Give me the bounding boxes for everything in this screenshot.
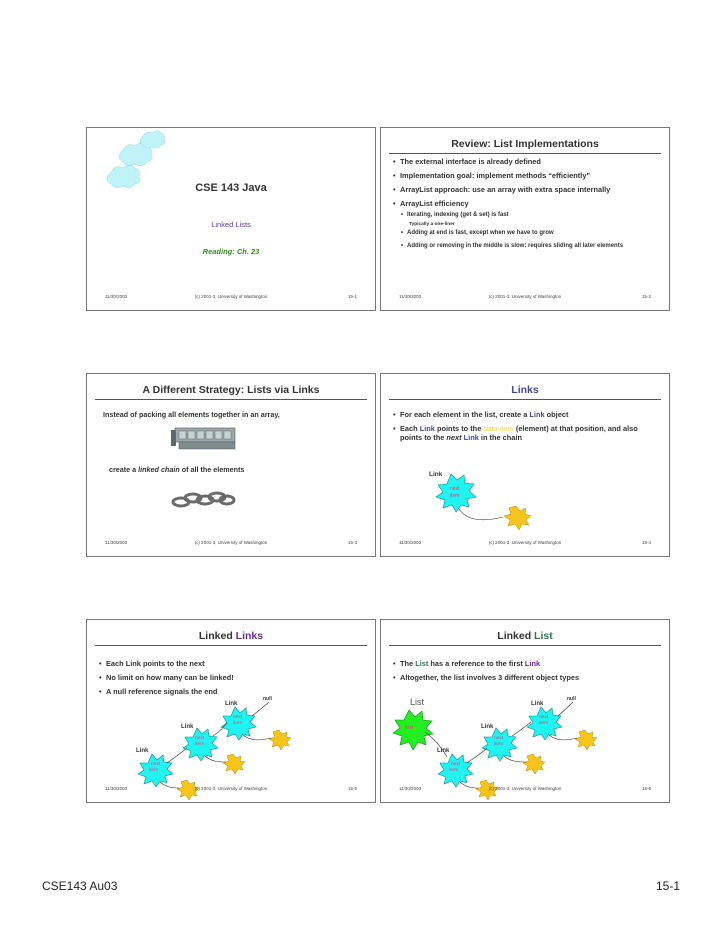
- next-field: next: [233, 715, 243, 720]
- bullet-item: • Each Link points to the next: [99, 660, 365, 669]
- linked-links-diagram: [87, 620, 376, 803]
- title-part: Linked: [198, 630, 236, 642]
- text: Each: [400, 423, 420, 433]
- item-field: item: [195, 742, 205, 747]
- next-term: next: [446, 432, 462, 442]
- intro-line: Instead of packing all elements together in an array,: [103, 410, 280, 419]
- slide-number: 15-4: [641, 540, 651, 545]
- slide-copyright: (c) 2001-3, University of Washington: [488, 294, 562, 299]
- slide-6: [380, 619, 670, 803]
- title-rule: [389, 153, 661, 154]
- slide-footer: [87, 294, 375, 304]
- slide-title: CSE 143 Java: [195, 182, 267, 194]
- sub-sub-note: Typically a one-liner: [409, 221, 455, 227]
- slide-copyright: (c) 2001-3, University of Washington: [194, 294, 268, 299]
- next-field: next: [451, 762, 461, 767]
- link-term: Link: [524, 659, 541, 668]
- slide-title: Links: [511, 384, 539, 396]
- link-label: Link: [136, 748, 149, 754]
- item-arrow: [459, 509, 503, 520]
- slide-date: 11/30/2003: [105, 294, 128, 299]
- slide-number: 15-2: [641, 294, 651, 299]
- slide-footer: [87, 540, 375, 550]
- item-arrow: [205, 756, 226, 762]
- text: in the chain: [478, 432, 522, 442]
- bullet-item: • ArrayList approach: use an array with extra space internally: [393, 186, 659, 195]
- next-field: next: [195, 736, 205, 741]
- slide-5: [86, 619, 376, 803]
- link-term: Link: [529, 410, 545, 419]
- link-term: Link: [419, 423, 435, 433]
- page-footer-number: 15-1: [655, 879, 680, 893]
- link-label: Link: [531, 701, 544, 707]
- first-field: first: [405, 725, 414, 731]
- bullet-item: • Implementation goal: implement methods “efficiently”: [393, 172, 659, 181]
- link-label: Link: [225, 701, 238, 707]
- slide-copyright: (c) 2001-3, University of Washington: [194, 540, 268, 545]
- slide-number: 15-3: [347, 540, 357, 545]
- slide-subtitle: Linked Lists: [211, 220, 251, 229]
- item-field: item: [233, 721, 243, 726]
- link-label: Link: [181, 724, 194, 730]
- item-arrow: [549, 735, 577, 740]
- bullet-item: • No limit on how many can be linked!: [99, 674, 365, 683]
- slide-title: Review: List Implementations: [451, 138, 599, 150]
- link-label: Link: [437, 748, 450, 754]
- chain-line-emphasis: linked chain: [138, 465, 180, 474]
- slide-footer: [87, 786, 375, 796]
- null-label: null: [263, 696, 272, 702]
- sub-bullet: • Iterating, indexing (get & set) is fast: [401, 212, 659, 219]
- array-block-image: [171, 428, 235, 449]
- slide-title: A Different Strategy: Lists via Links: [142, 384, 320, 396]
- chain-line-post: of all the elements: [179, 465, 245, 474]
- slide-date: 11/30/2003: [105, 786, 128, 791]
- next-field: next: [151, 762, 161, 767]
- title-part: List: [534, 630, 553, 642]
- next-arrow: [252, 702, 269, 716]
- data-item-shape: [269, 730, 291, 750]
- data-item-shape: [223, 754, 245, 774]
- item-field: item: [494, 742, 504, 747]
- item-field: item: [149, 768, 159, 773]
- chain-image: [173, 493, 234, 506]
- next-field: next: [539, 715, 549, 720]
- text: For each element in the list, create a: [400, 410, 530, 419]
- next-arrow: [512, 722, 531, 736]
- data-item-shape: [575, 730, 597, 750]
- bullet-item: • ArrayList efficiency: [393, 200, 659, 209]
- chain-line: [109, 465, 244, 474]
- slide-copyright: (c) 2001-3, University of Washington: [488, 786, 562, 791]
- slide-3: [86, 373, 376, 557]
- title-part: Links: [235, 630, 264, 642]
- bullet-item: • The external interface is already defined: [393, 158, 659, 167]
- slide-footer: [381, 540, 669, 550]
- text: points to the: [434, 423, 484, 433]
- item-field: item: [539, 721, 549, 726]
- slide-date: 11/30/2003: [399, 540, 422, 545]
- text: (element) at that position, and also points to the: [400, 423, 638, 442]
- sub-bullet: • Adding at end is fast, except when we have to grow: [401, 230, 659, 237]
- title-part: Linked: [497, 630, 535, 642]
- bullet-item: • Altogether, the list involves 3 different object types: [393, 674, 659, 683]
- bullet-list: [393, 158, 659, 255]
- linked-list-diagram: [381, 620, 670, 803]
- slide-copyright: (c) 2001-3, University of Washington: [194, 786, 268, 791]
- link-label: Link: [429, 471, 443, 478]
- link-term: Link: [463, 432, 479, 442]
- bullet-item: • A null reference signals the end: [99, 688, 365, 697]
- link-diagram: [381, 374, 670, 557]
- next-arrow: [167, 748, 187, 763]
- data-item-shape: [523, 754, 545, 774]
- slide-2: [380, 127, 670, 311]
- slide-footer: [381, 294, 669, 304]
- slide-footer: [381, 786, 669, 796]
- text: object: [544, 410, 569, 419]
- reading-note: Reading: Ch. 23: [202, 247, 260, 256]
- item-arrow: [504, 756, 526, 762]
- item-field: item: [450, 493, 460, 499]
- text: The: [400, 659, 416, 668]
- slide-1: [86, 127, 376, 311]
- slide-number: 15-6: [641, 786, 651, 791]
- chain-line-pre: create a: [109, 465, 139, 474]
- sub-bullet: • Adding or removing in the middle is slow: requires sliding all later elements: [401, 243, 659, 250]
- next-field: next: [494, 736, 504, 741]
- item-arrow: [243, 735, 271, 740]
- next-arrow: [467, 748, 487, 763]
- list-term: List: [415, 659, 429, 668]
- next-arrow: [558, 702, 573, 716]
- next-field: next: [450, 486, 460, 492]
- page-footer-course: CSE143 Au03: [42, 879, 118, 893]
- null-label: null: [567, 696, 576, 702]
- text: has a reference to the first: [428, 659, 525, 668]
- slide-date: 11/30/2003: [105, 540, 128, 545]
- slide-copyright: (c) 2001-3, University of Washington: [488, 540, 562, 545]
- link-label: Link: [481, 724, 494, 730]
- slide-date: 11/30/2003: [399, 294, 422, 299]
- list-label: List: [410, 697, 425, 707]
- item-field: item: [449, 768, 459, 773]
- slide-date: 11/30/2003: [399, 786, 422, 791]
- slide-number: 15-1: [347, 294, 357, 299]
- slide-4: [380, 373, 670, 557]
- slide-number: 15-5: [347, 786, 357, 791]
- data-item-term: data item: [483, 423, 514, 433]
- data-item-shape: [504, 506, 531, 530]
